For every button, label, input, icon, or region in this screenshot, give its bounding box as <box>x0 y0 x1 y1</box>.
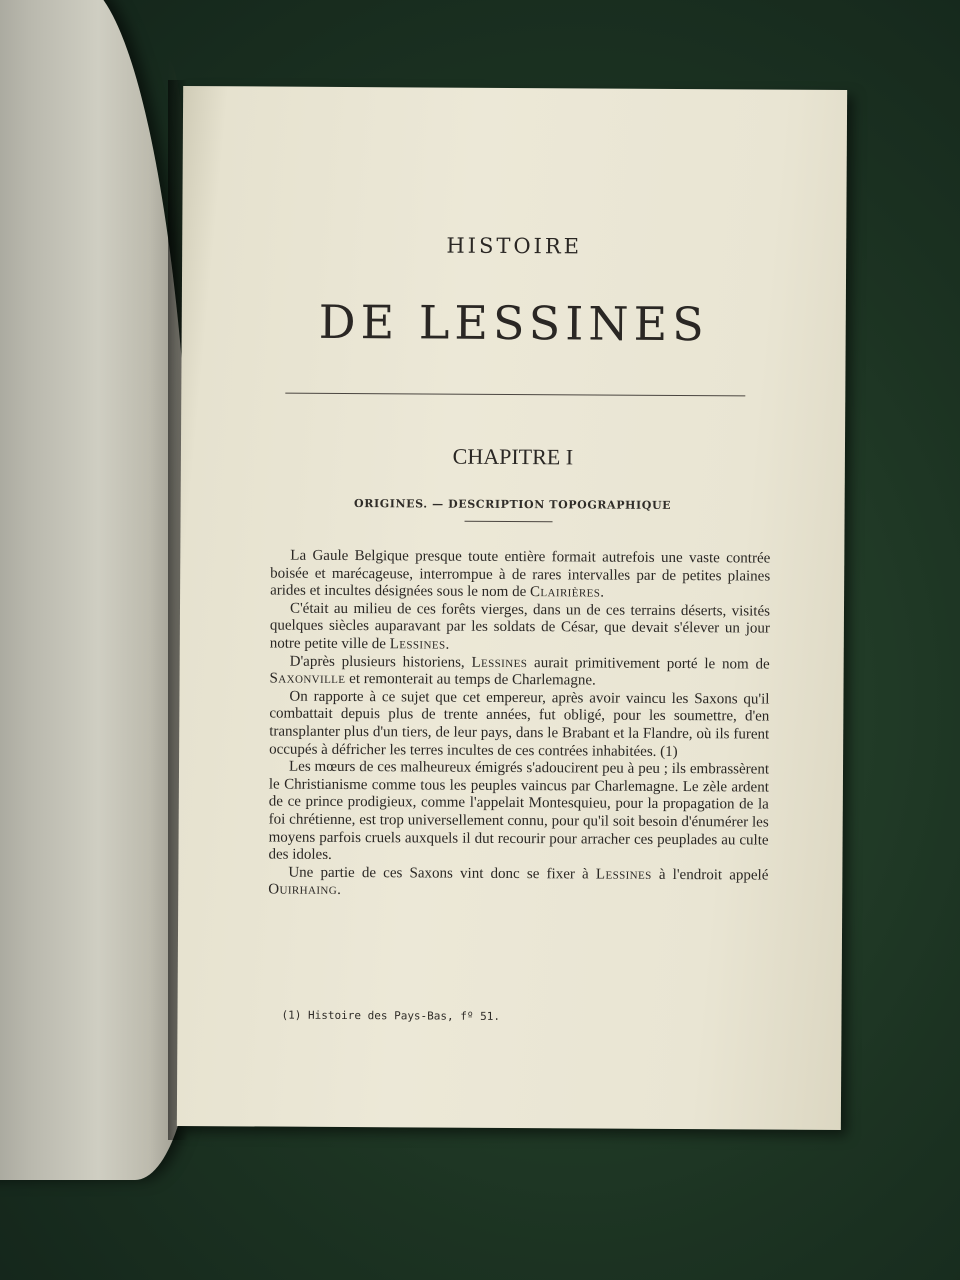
paragraph-text: aurait primitivement porté le nom de <box>527 654 770 673</box>
paragraph-text: Une partie de ces Saxons vint donc se fixer à <box>288 864 596 883</box>
chapter-heading: CHAPITRE I <box>452 443 574 470</box>
paragraph-1 <box>270 548 770 604</box>
paragraph-text: C'était au milieu de ces forêts vierges, dans un de ces terrains déserts, visités quelques siècles auparavant par les soldats de César, que devait s'élever un jour notre petite ville de <box>269 600 771 653</box>
place-name: Saxonville <box>269 670 346 688</box>
place-name: Lessines <box>389 636 446 653</box>
title-rule <box>285 393 745 397</box>
paragraph-text: . <box>600 584 605 601</box>
paragraph-text: à l'endroit appelé <box>651 866 769 884</box>
book-page <box>177 86 847 1130</box>
paragraph-4: On rapporte à ce sujet que cet empereur, après avoir vaincu les Saxons qu'il combattait depuis plus de trente années, fut obligé, pour les soumettre, d'en transplanter plus d'un tiers, de leur pays, dans le Brabant et la Flandre, où ils furent occupés à défricher les terres incultes de ces contrées inhabitées. (1) <box>269 688 770 760</box>
page-title: DE LESSINES <box>318 294 709 352</box>
chapter-subtitle: ORIGINES. — DESCRIPTION TOPOGRAPHIQUE <box>354 497 672 512</box>
place-name: Clairières <box>529 584 601 601</box>
left-page <box>0 0 195 1180</box>
paragraph-text: . <box>337 882 341 899</box>
paragraph-5: Les mœurs de ces malheureux émigrés s'adoucirent peu à peu ; ils embrassèrent le Christianisme comme tous les peuples vaincus par Charlemagne. Le zèle ardent de ce prince prodigieux, comme l'appelait Montesquieu, pour la propagation de la foi chrétienne, est trop universellement connu, pour qu'il soit besoin d'énumérer les moyens parfois cruels auxquels il dut recourir pour arracher ces peuplades au culte des idoles. <box>268 758 770 863</box>
paragraph-text: et remonterait au temps de Charlemagne. <box>345 671 596 689</box>
paragraph-text: . <box>445 636 450 653</box>
subtitle-rule <box>465 521 553 523</box>
footnote: (1) Histoire des Pays-Bas, fº 51. <box>281 1008 501 1023</box>
body-text <box>268 548 770 903</box>
place-name: Ouirhaing <box>268 881 338 899</box>
paragraph-text: D'après plusieurs historiens, <box>289 653 472 671</box>
paragraph-6 <box>268 864 768 902</box>
place-name: Lessines <box>595 866 652 883</box>
running-head: HISTOIRE <box>446 233 583 259</box>
paragraph-3 <box>270 653 770 691</box>
place-name: Lessines <box>471 654 528 671</box>
paragraph-2 <box>270 600 770 656</box>
paragraph-text: La Gaule Belgique presque toute entière formait autrefois une vaste contrée boisée et marécageuse, interrompue à de rares intervalles par de petites plaines arides et incultes désignées sous le nom de <box>270 547 771 601</box>
